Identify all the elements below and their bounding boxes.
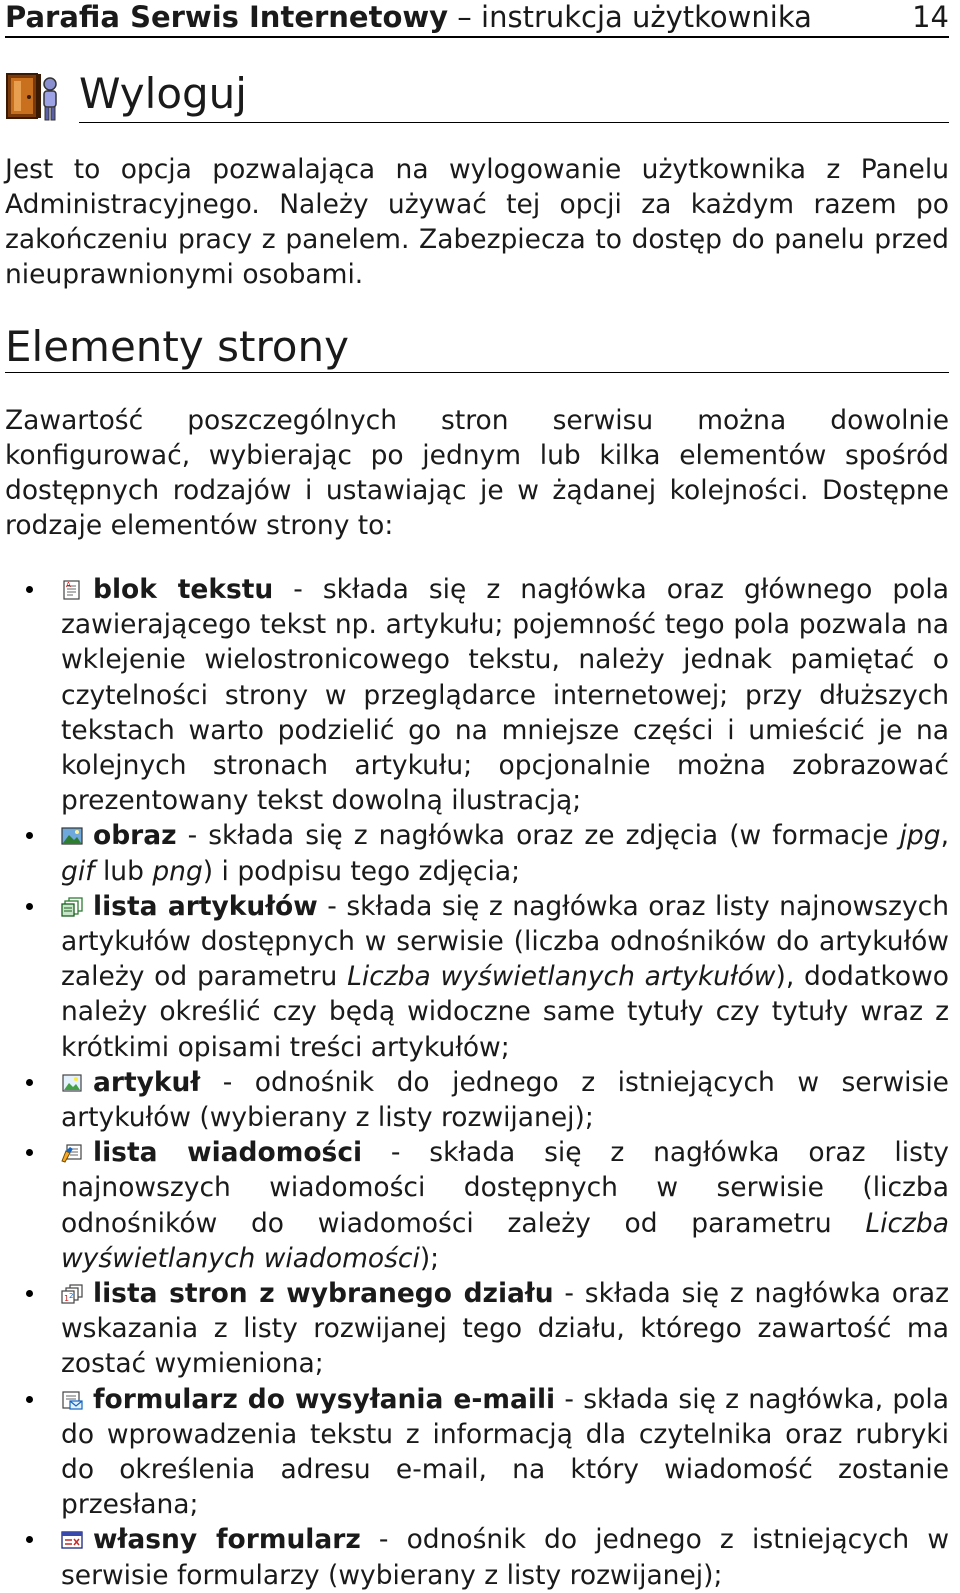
list-item-section-pages — [0, 1276, 949, 1382]
item-label: blok tekstu — [93, 574, 274, 605]
logout-heading — [5, 66, 949, 124]
list-item-article-list — [0, 889, 949, 1065]
bullet — [26, 1536, 33, 1543]
bullet — [26, 1290, 33, 1297]
page-number: 14 — [912, 0, 949, 34]
bullet — [26, 586, 33, 593]
text-block-icon — [61, 580, 83, 600]
parameter-name: Liczba wyświetlanych wiadomości — [61, 1207, 949, 1274]
list-item-custom-form — [0, 1522, 949, 1592]
elements-section-title: Elementy strony — [5, 322, 949, 373]
bullet — [26, 1079, 33, 1086]
item-description: - składa się z nagłówka oraz listy najnowszych artykułów dostępnych w serwisie (liczba odnośników do artykułów zależy od parametru — [61, 890, 949, 993]
logout-description: Jest to opcja pozwalająca na wylogowanie użytkownika z Panelu Administracyjnego. Należy używać tej opcji za każdym razem po zakończeniu pracy z panelem. Zabezpiecza to dostęp do panelu przed nieuprawnionymi osobami. — [5, 154, 949, 290]
item-label: własny formularz — [93, 1524, 361, 1556]
bullet — [26, 903, 33, 910]
elements-intro: Zawartość poszczególnych stron serwisu można dowolnie konfigurować, wybierając po jednym lub kilka elementów spośród dostępnych rodzajów i ustawiając je w żądanej kolejności. Dostępne rodzaje elementów strony to: — [5, 405, 949, 541]
item-label: artykuł — [93, 1066, 201, 1098]
running-header — [5, 0, 949, 38]
list-item-text-block — [0, 572, 949, 818]
parameter-name: Liczba wyświetlanych artykułów — [347, 961, 776, 993]
svg-text:2: 2 — [69, 1292, 74, 1301]
custom-form-icon — [61, 1530, 83, 1550]
item-description: - odnośnik do jednego z istniejących w serwisie artykułów (wybierany z listy rozwijanej); — [61, 1066, 949, 1134]
item-description-end: ); — [419, 1242, 440, 1274]
header-subtitle: – instrukcja użytkownika — [448, 0, 812, 34]
bullet — [26, 1396, 33, 1403]
list-item-email-form — [0, 1382, 949, 1523]
item-description-end: ), dodatkowo należy określić czy będą widoczne same tytuły czy tytuły wraz z krótkimi opisami treści artykułów; — [61, 961, 949, 1063]
bullet — [26, 1149, 33, 1156]
svg-text:A: A — [66, 581, 71, 589]
header-title: Parafia Serwis Internetowy — [5, 0, 449, 34]
item-description: - składa się z nagłówka, pola do wprowadzenia tekstu z informacją dla czytelnika oraz rubryki do określenia adresu e-mail, na który wiadomość zostanie przesłana; — [61, 1383, 949, 1521]
picture-icon — [61, 826, 83, 846]
list-item-picture — [0, 818, 949, 888]
article-list-icon — [61, 897, 83, 917]
bullet — [26, 832, 33, 839]
news-list-icon — [61, 1143, 83, 1163]
logout-title: Wyloguj — [79, 66, 949, 123]
item-label: lista wiadomości — [93, 1137, 363, 1169]
article-icon — [61, 1073, 83, 1093]
item-description: - składa się z nagłówka oraz ze zdjęcia (w formacje — [176, 820, 900, 852]
item-description: - składa się z nagłówka oraz listy najnowszych wiadomości dostępnych w serwisie (liczba odnośników do wiadomości zależy od parametru — [61, 1137, 949, 1239]
email-form-icon — [61, 1390, 83, 1410]
item-description-end: ) i podpisu tego zdjęcia; — [202, 855, 521, 887]
item-label: lista artykułów — [93, 890, 318, 922]
item-label: obraz — [93, 820, 177, 852]
item-description: - składa się z nagłówka oraz wskazania z listy rozwijanej tego działu, którego zawartość ma zostać wymieniona; — [61, 1278, 949, 1380]
item-description-sep: , — [940, 820, 949, 852]
list-item-article — [0, 1065, 949, 1135]
list-item-news-list — [0, 1135, 949, 1276]
svg-text:1: 1 — [64, 1294, 70, 1304]
format-gif: gif — [61, 855, 95, 887]
item-description: - odnośnik do jednego z istniejących w serwisie formularzy (wybierany z listy rozwijanej); — [61, 1524, 949, 1591]
item-label: formularz do wysyłania e-maili — [93, 1383, 556, 1415]
element-types-list — [0, 572, 960, 1593]
format-png: png — [152, 855, 203, 887]
item-description: - składa się z nagłówka oraz głównego pola zawierającego tekst np. artykułu; pojemność tego pola pozwala na wklejenie wielostronicowego tekstu, należy jednak pamiętać o czytelności strony w przeglądarce internetowej; przy dłuższych tekstach warto podzielić go na mniejsze części i umieścić je na kolejnych stronach artykułu; opcjonalnie można zobrazować prezentowany tekst dowolną ilustracją; — [61, 574, 949, 817]
section-pages-icon — [61, 1284, 83, 1304]
logout-door-icon — [5, 68, 63, 122]
item-label: lista stron z wybranego działu — [93, 1278, 554, 1310]
format-jpg: jpg — [899, 820, 941, 852]
item-description-or: lub — [94, 855, 153, 887]
